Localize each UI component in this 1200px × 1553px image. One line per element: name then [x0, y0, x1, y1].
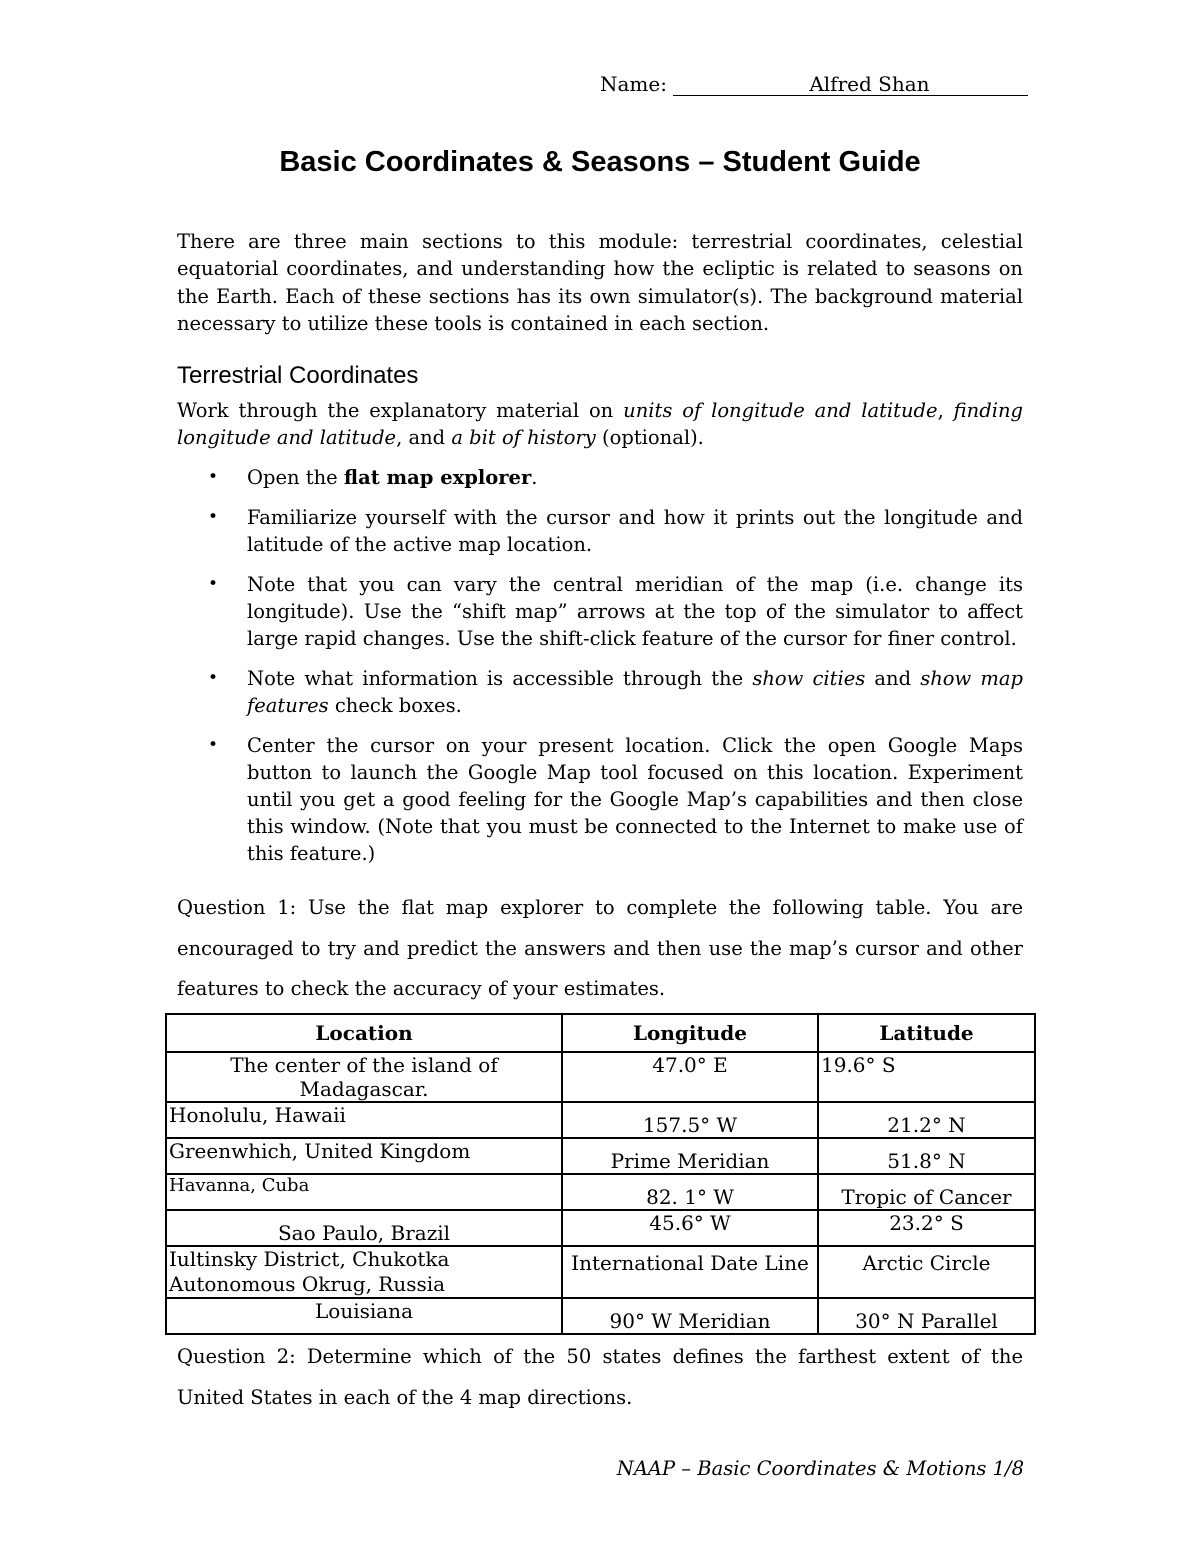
table-cell: 21.2° N — [818, 1102, 1035, 1138]
work-text: , — [937, 399, 954, 422]
work-text: (optional). — [595, 426, 704, 450]
list-item — [208, 504, 1023, 558]
table-cell: Louisiana — [166, 1298, 562, 1334]
list-item — [208, 464, 1023, 491]
table-cell: 51.8° N — [818, 1138, 1035, 1174]
list-item-text: Familiarize yourself with the cursor and how it prints out the longitude and latitude of the active map location. — [247, 506, 1023, 556]
table-cell: 30° N Parallel — [818, 1298, 1035, 1334]
table-cell: International Date Line — [562, 1246, 818, 1298]
list-item-text: Open the — [247, 466, 344, 489]
bullet-icon: • — [208, 467, 219, 487]
list-item-text: Center the cursor on your present location. Click the open Google Maps button to launch the Google Map tool focused on this location. Experiment until you get a good feeling for the Google Map’s capabilities and then close this window. (Note that you must be connected to the Internet to make use of this feature.) — [247, 734, 1023, 865]
table-row — [166, 1246, 1035, 1298]
bullet-icon: • — [208, 668, 219, 688]
list-item-text: check boxes. — [328, 694, 462, 717]
table-row — [166, 1052, 1035, 1102]
table-header-row — [166, 1014, 1035, 1052]
table-row — [166, 1102, 1035, 1138]
intro-paragraph: There are three main sections to this module: terrestrial coordinates, celestial equatorial coordinates, and understanding how the ecliptic is related to seasons on the Earth. Each of these sections has its own simulator(s). The background material necessary to utilize these tools is contained in each section. — [177, 230, 1023, 336]
table-cell: Sao Paulo, Brazil — [166, 1210, 562, 1246]
table-cell: Greenwhich, United Kingdom — [166, 1138, 562, 1174]
list-item-italic: show map features — [247, 667, 1023, 717]
list-item-text: and — [865, 667, 921, 690]
column-header-longitude: Longitude — [562, 1014, 818, 1052]
table-cell: 23.2° S — [818, 1210, 1035, 1246]
name-line — [600, 72, 1030, 96]
list-item — [208, 665, 1023, 719]
table-row — [166, 1174, 1035, 1210]
coordinates-table — [165, 1013, 1036, 1335]
table-cell: 45.6° W — [562, 1210, 818, 1246]
list-item — [208, 732, 1023, 867]
table-row — [166, 1210, 1035, 1246]
list-item-text: . — [531, 466, 538, 489]
name-label: Name: — [600, 72, 667, 96]
work-italic-units: units of longitude and latitude — [623, 399, 938, 422]
name-value: Alfred Shan — [809, 72, 930, 96]
bullet-icon: • — [208, 735, 219, 755]
page-footer: NAAP – Basic Coordinates & Motions 1/8 — [616, 1457, 1024, 1480]
name-field — [673, 73, 1028, 96]
table-cell: Tropic of Cancer — [818, 1174, 1035, 1210]
table-cell: Honolulu, Hawaii — [166, 1102, 562, 1138]
section-heading-terrestrial: Terrestrial Coordinates — [177, 362, 419, 389]
instruction-list — [208, 464, 1023, 880]
table-cell: 47.0° E — [562, 1052, 818, 1102]
work-through-paragraph — [177, 397, 1023, 452]
table-cell: 90° W Meridian — [562, 1298, 818, 1334]
work-text: , and — [396, 426, 452, 450]
question-2: Question 2: Determine which of the 50 states defines the farthest extent of the United States in each of the 4 map directions. — [177, 1345, 1023, 1409]
bullet-icon: • — [208, 507, 219, 527]
list-item-italic: show cities — [752, 667, 866, 690]
column-header-latitude: Latitude — [818, 1014, 1035, 1052]
table-cell: Prime Meridian — [562, 1138, 818, 1174]
table-row — [166, 1138, 1035, 1174]
table-cell: 82. 1° W — [562, 1174, 818, 1210]
work-italic-history: a bit of history — [451, 426, 596, 450]
table-cell: 19.6° S — [818, 1052, 1035, 1102]
list-item — [208, 571, 1023, 652]
list-item-text: Note what information is accessible through the — [247, 667, 753, 690]
table-row — [166, 1298, 1035, 1334]
work-italic-finding: finding longitude and latitude — [177, 399, 1023, 450]
work-text: Work through the explanatory material on — [177, 399, 624, 422]
table-cell: The center of the island of Madagascar. — [166, 1052, 562, 1102]
list-item-bold: flat map explorer — [343, 466, 532, 489]
bullet-icon: • — [208, 574, 219, 594]
column-header-location: Location — [166, 1014, 562, 1052]
table-cell: 157.5° W — [562, 1102, 818, 1138]
list-item-text: Note that you can vary the central meridian of the map (i.e. change its longitude). Use the “shift map” arrows at the top of the simulator to affect large rapid changes. Use the shift-click feature of the cursor for finer control. — [247, 573, 1023, 650]
page-title: Basic Coordinates & Seasons – Student Guide — [279, 146, 921, 178]
question-1: Question 1: Use the flat map explorer to complete the following table. You are encouraged to try and predict the answers and then use the map’s cursor and other features to check the accuracy of your estimates. — [177, 896, 1023, 1000]
table-cell: Iultinsky District, Chukotka Autonomous Okrug, Russia — [166, 1246, 562, 1298]
table-cell: Arctic Circle — [818, 1246, 1035, 1298]
table-cell: Havanna, Cuba — [166, 1174, 562, 1210]
